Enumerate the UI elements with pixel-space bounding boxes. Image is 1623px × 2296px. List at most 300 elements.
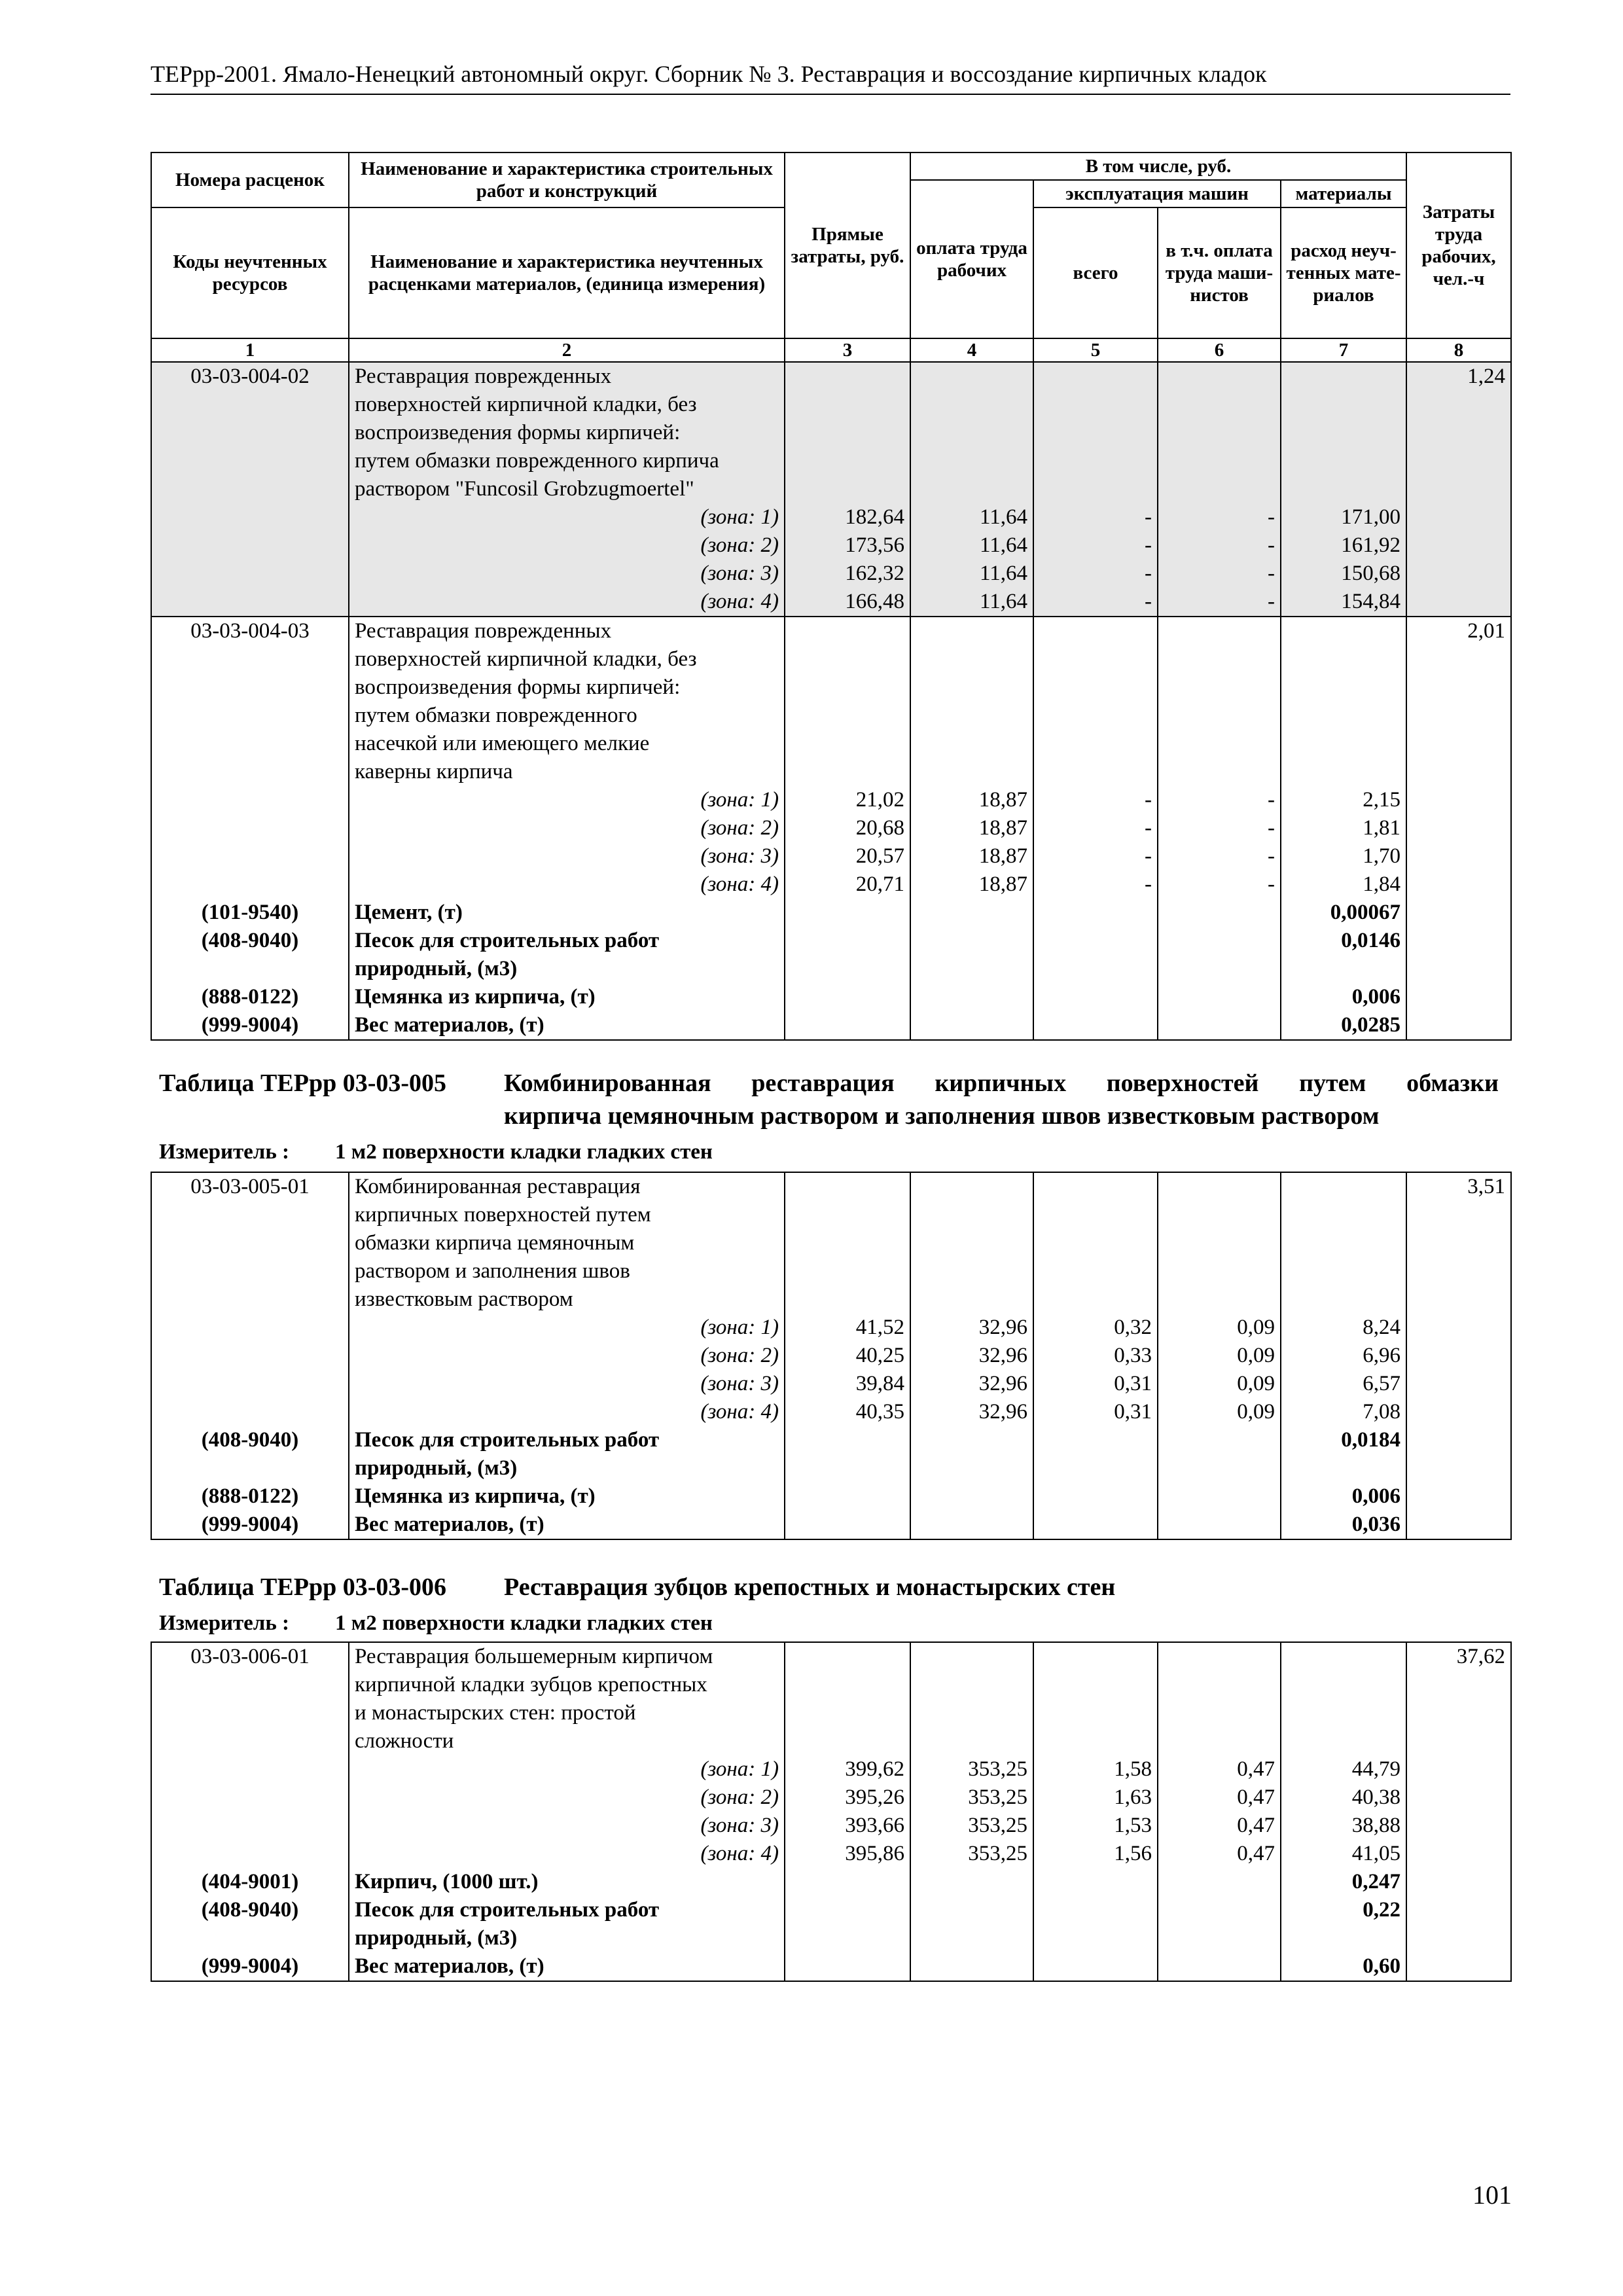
col5-header: всего (1033, 207, 1158, 338)
empty-cell (151, 1257, 349, 1285)
empty-cell (1281, 1172, 1406, 1201)
empty-cell (1158, 1229, 1281, 1257)
empty-cell (1033, 1952, 1158, 1981)
empty-cell (1158, 1671, 1281, 1699)
empty-cell (910, 419, 1033, 447)
materials-cost: 7,08 (1281, 1398, 1406, 1426)
empty-cell (1406, 814, 1511, 842)
rate-name-line: обмазки кирпича цемяночным (349, 1229, 785, 1257)
empty-cell (910, 1952, 1033, 1981)
labor-cost: 2,01 (1406, 617, 1511, 645)
materials-cost: 38,88 (1281, 1812, 1406, 1840)
zone-row (151, 531, 1511, 560)
rate-row (151, 1257, 1511, 1285)
resource-code: (404-9001) (151, 1868, 349, 1896)
empty-cell (785, 899, 910, 927)
empty-cell (151, 673, 349, 702)
empty-cell (1158, 899, 1281, 927)
empty-cell (1281, 391, 1406, 419)
empty-cell (1033, 899, 1158, 927)
empty-cell (785, 1482, 910, 1511)
empty-cell (1281, 419, 1406, 447)
col2-top-header: Наименование и характеристика строительных работ и конструкций (349, 152, 785, 207)
col1-top-header: Номера расценок (151, 152, 349, 207)
material-row (151, 1896, 1511, 1924)
empty-cell (151, 1398, 349, 1426)
zone-label: (зона: 4) (349, 1398, 785, 1426)
resource-amount: 0,00067 (1281, 899, 1406, 927)
empty-cell (1406, 927, 1511, 955)
empty-cell (785, 447, 910, 475)
zone-row (151, 1342, 1511, 1370)
rate-name-line: кирпичной кладки зубцов крепостных (349, 1671, 785, 1699)
empty-cell (1158, 1011, 1281, 1040)
resource-name: природный, (м3) (349, 1924, 785, 1952)
empty-cell (1406, 1454, 1511, 1482)
empty-cell (151, 1812, 349, 1840)
empty-cell (1406, 560, 1511, 588)
machinist-pay: - (1158, 560, 1281, 588)
empty-cell (151, 786, 349, 814)
machinist-pay: 0,47 (1158, 1812, 1281, 1840)
rate-name-line: раствором "Funcosil Grobzugmoertel" (349, 475, 785, 503)
empty-cell (1406, 503, 1511, 531)
empty-cell (1406, 1201, 1511, 1229)
rate-row (151, 1671, 1511, 1699)
resource-name: Вес материалов, (т) (349, 1511, 785, 1539)
material-row (151, 1011, 1511, 1040)
machinist-pay: 0,47 (1158, 1840, 1281, 1868)
resource-code: (408-9040) (151, 927, 349, 955)
empty-cell (910, 1671, 1033, 1699)
empty-cell (1281, 1201, 1406, 1229)
empty-cell (910, 1896, 1033, 1924)
material-row (151, 1454, 1511, 1482)
resource-amount: 0,0146 (1281, 927, 1406, 955)
page-number: 101 (1472, 2180, 1512, 2210)
empty-cell (785, 1924, 910, 1952)
machinist-pay: 0,47 (1158, 1784, 1281, 1812)
machinist-pay: 0,09 (1158, 1314, 1281, 1342)
empty-cell (910, 362, 1033, 391)
empty-cell (910, 617, 1033, 645)
empty-cell (910, 1285, 1033, 1314)
empty-cell (1033, 1201, 1158, 1229)
empty-cell (1158, 617, 1281, 645)
empty-cell (1406, 1370, 1511, 1398)
empty-cell (1406, 1511, 1511, 1539)
empty-cell (1281, 673, 1406, 702)
machine-total: 0,31 (1033, 1398, 1158, 1426)
empty-cell (785, 1896, 910, 1924)
resource-code: (999-9004) (151, 1952, 349, 1981)
empty-cell (785, 1172, 910, 1201)
empty-cell (1158, 1868, 1281, 1896)
material-row (151, 1511, 1511, 1539)
rate-row (151, 1727, 1511, 1755)
machine-total: - (1033, 588, 1158, 617)
empty-cell (1158, 645, 1281, 673)
zone-row (151, 588, 1511, 617)
empty-cell (1158, 702, 1281, 730)
resource-amount: 0,60 (1281, 1952, 1406, 1981)
empty-cell (1158, 1201, 1281, 1229)
column-numbers-row: 1 2 3 4 5 6 7 8 (151, 338, 1511, 362)
machine-total: - (1033, 870, 1158, 899)
worker-pay: 18,87 (910, 842, 1033, 870)
zone-row (151, 1812, 1511, 1840)
rate-name-line: насечкой или имеющего мелкие (349, 730, 785, 758)
col2-bottom-header: Наименование и характеристика неучтенных расценками материалов, (единица измерения) (349, 207, 785, 338)
empty-cell (910, 1924, 1033, 1952)
materials-cost: 8,24 (1281, 1314, 1406, 1342)
empty-cell (151, 702, 349, 730)
empty-cell (151, 447, 349, 475)
zone-row (151, 1840, 1511, 1868)
zone-label: (зона: 2) (349, 531, 785, 560)
rate-name-line: Комбинированная реставрация (349, 1172, 785, 1201)
machine-total: - (1033, 531, 1158, 560)
empty-cell (1033, 1285, 1158, 1314)
worker-pay: 18,87 (910, 786, 1033, 814)
empty-cell (1406, 1924, 1511, 1952)
empty-cell (1406, 1257, 1511, 1285)
zone-row (151, 842, 1511, 870)
empty-cell (910, 1229, 1033, 1257)
empty-cell (1033, 475, 1158, 503)
empty-cell (785, 362, 910, 391)
empty-cell (1158, 955, 1281, 983)
direct-cost: 20,71 (785, 870, 910, 899)
empty-cell (910, 1201, 1033, 1229)
empty-cell (1033, 1482, 1158, 1511)
rate-name-line: кирпичных поверхностей путем (349, 1201, 785, 1229)
empty-cell (1406, 1755, 1511, 1784)
rate-name-line: сложности (349, 1727, 785, 1755)
empty-cell (1281, 955, 1406, 983)
materials-cost: 171,00 (1281, 503, 1406, 531)
empty-cell (785, 955, 910, 983)
empty-cell (1158, 1924, 1281, 1952)
col6-header: в т.ч. оплата труда маши-нистов (1158, 207, 1281, 338)
table-title-005-line1: Комбинированная реставрация кирпичных поверхностей путем обмазки (504, 1069, 1499, 1097)
empty-cell (1281, 617, 1406, 645)
empty-cell (151, 391, 349, 419)
empty-cell (151, 955, 349, 983)
rate-code: 03-03-004-03 (151, 617, 349, 645)
empty-cell (1281, 1699, 1406, 1727)
empty-cell (151, 1755, 349, 1784)
empty-cell (910, 1868, 1033, 1896)
zone-label: (зона: 1) (349, 1314, 785, 1342)
machinist-pay: 0,09 (1158, 1398, 1281, 1426)
zone-label: (зона: 4) (349, 1840, 785, 1868)
materials-cost: 2,15 (1281, 786, 1406, 814)
empty-cell (1033, 1426, 1158, 1454)
machine-total: - (1033, 503, 1158, 531)
empty-cell (785, 1426, 910, 1454)
empty-cell (910, 1011, 1033, 1040)
direct-cost: 39,84 (785, 1370, 910, 1398)
materials-header: материалы (1281, 180, 1406, 207)
empty-cell (1406, 1784, 1511, 1812)
empty-cell (910, 702, 1033, 730)
zone-label: (зона: 4) (349, 588, 785, 617)
empty-cell (1033, 617, 1158, 645)
empty-cell (1406, 1011, 1511, 1040)
empty-cell (1158, 447, 1281, 475)
empty-cell (910, 730, 1033, 758)
direct-cost: 40,25 (785, 1342, 910, 1370)
empty-cell (785, 1011, 910, 1040)
empty-cell (785, 617, 910, 645)
zone-row (151, 1314, 1511, 1342)
machine-total: 0,33 (1033, 1342, 1158, 1370)
materials-cost: 41,05 (1281, 1840, 1406, 1868)
empty-cell (785, 1229, 910, 1257)
empty-cell (151, 531, 349, 560)
measure-label-006: Измеритель : (159, 1611, 290, 1635)
empty-cell (1281, 447, 1406, 475)
empty-cell (1281, 1671, 1406, 1699)
empty-cell (1033, 1229, 1158, 1257)
resource-code: (888-0122) (151, 983, 349, 1011)
empty-cell (910, 1642, 1033, 1671)
table-title-006-label: Таблица ТЕРрр 03-03-006 (159, 1573, 447, 1601)
empty-cell (910, 475, 1033, 503)
rate-row (151, 1201, 1511, 1229)
direct-cost: 20,57 (785, 842, 910, 870)
empty-cell (1033, 447, 1158, 475)
empty-cell (785, 1257, 910, 1285)
zone-row (151, 503, 1511, 531)
empty-cell (1033, 927, 1158, 955)
empty-cell (1033, 673, 1158, 702)
empty-cell (1406, 588, 1511, 617)
empty-cell (1406, 730, 1511, 758)
worker-pay: 11,64 (910, 560, 1033, 588)
machine-total: 1,53 (1033, 1812, 1158, 1840)
machinist-pay: 0,09 (1158, 1342, 1281, 1370)
empty-cell (1406, 870, 1511, 899)
rate-name-line: воспроизведения формы кирпичей: (349, 673, 785, 702)
empty-cell (785, 1699, 910, 1727)
rate-row (151, 758, 1511, 786)
empty-cell (785, 758, 910, 786)
resource-amount: 0,247 (1281, 1868, 1406, 1896)
empty-cell (1406, 1699, 1511, 1727)
worker-pay: 32,96 (910, 1314, 1033, 1342)
measure-label-005: Измеритель : (159, 1140, 290, 1164)
rate-row (151, 1699, 1511, 1727)
resource-code: (999-9004) (151, 1511, 349, 1539)
empty-cell (1406, 842, 1511, 870)
direct-cost: 21,02 (785, 786, 910, 814)
empty-cell (1158, 1727, 1281, 1755)
resource-name: Цемянка из кирпича, (т) (349, 1482, 785, 1511)
worker-pay: 11,64 (910, 588, 1033, 617)
rate-row (151, 362, 1511, 391)
worker-pay: 18,87 (910, 870, 1033, 899)
worker-pay: 11,64 (910, 503, 1033, 531)
zone-label: (зона: 2) (349, 814, 785, 842)
resource-amount: 0,006 (1281, 983, 1406, 1011)
empty-cell (1281, 1727, 1406, 1755)
rates-table-005 (151, 1172, 1512, 1540)
empty-cell (1158, 1454, 1281, 1482)
table-title-005-line2: кирпича цемяночным раствором и заполнения швов известковым раствором (504, 1102, 1380, 1130)
resource-name: природный, (м3) (349, 1454, 785, 1482)
worker-pay: 18,87 (910, 814, 1033, 842)
material-row (151, 955, 1511, 983)
empty-cell (910, 1172, 1033, 1201)
resource-name: Песок для строительных работ (349, 927, 785, 955)
rate-name-line: Реставрация поврежденных (349, 617, 785, 645)
table-title-005-label: Таблица ТЕРрр 03-03-005 (159, 1069, 447, 1097)
empty-cell (1158, 1172, 1281, 1201)
rates-table-004 (151, 361, 1512, 1041)
empty-cell (151, 1671, 349, 1699)
empty-cell (151, 1784, 349, 1812)
zone-row (151, 1784, 1511, 1812)
zone-label: (зона: 1) (349, 1755, 785, 1784)
empty-cell (1033, 1011, 1158, 1040)
page-header: ТЕРрр-2001. Ямало-Ненецкий автономный округ. Сборник № 3. Реставрация и воссоздание кирпичных кладок (151, 60, 1510, 95)
rate-row (151, 1642, 1511, 1671)
empty-cell (785, 927, 910, 955)
empty-cell (785, 673, 910, 702)
empty-cell (1033, 702, 1158, 730)
empty-cell (910, 955, 1033, 983)
rate-row (151, 391, 1511, 419)
empty-cell (151, 842, 349, 870)
material-row (151, 1952, 1511, 1981)
rate-name-line: известковым раствором (349, 1285, 785, 1314)
empty-cell (1033, 955, 1158, 983)
zone-label: (зона: 3) (349, 560, 785, 588)
direct-cost: 20,68 (785, 814, 910, 842)
empty-cell (785, 1671, 910, 1699)
zone-label: (зона: 2) (349, 1342, 785, 1370)
zone-label: (зона: 1) (349, 503, 785, 531)
machinist-pay: 0,47 (1158, 1755, 1281, 1784)
resource-code: (101-9540) (151, 899, 349, 927)
material-row (151, 983, 1511, 1011)
empty-cell (910, 391, 1033, 419)
resource-name: Песок для строительных работ (349, 1426, 785, 1454)
machinist-pay: - (1158, 786, 1281, 814)
rate-name-line: путем обмазки поврежденного (349, 702, 785, 730)
empty-cell (1406, 1482, 1511, 1511)
empty-cell (910, 1482, 1033, 1511)
material-row (151, 1868, 1511, 1896)
machinist-pay: - (1158, 531, 1281, 560)
rate-name-line: Реставрация поврежденных (349, 362, 785, 391)
materials-cost: 40,38 (1281, 1784, 1406, 1812)
direct-cost: 182,64 (785, 503, 910, 531)
empty-cell (1406, 391, 1511, 419)
machine-total: 1,58 (1033, 1755, 1158, 1784)
empty-cell (1281, 1229, 1406, 1257)
empty-cell (1406, 1426, 1511, 1454)
zone-label: (зона: 3) (349, 1370, 785, 1398)
empty-cell (1406, 419, 1511, 447)
empty-cell (1033, 362, 1158, 391)
empty-cell (1406, 702, 1511, 730)
empty-cell (1033, 1896, 1158, 1924)
col8-header: Затраты труда рабочих, чел.-ч (1406, 152, 1511, 338)
resource-code: (999-9004) (151, 1011, 349, 1040)
empty-cell (151, 645, 349, 673)
empty-cell (151, 1924, 349, 1952)
col1-bottom-header: Коды неучтенных ресурсов (151, 207, 349, 338)
empty-cell (785, 730, 910, 758)
empty-cell (1406, 1671, 1511, 1699)
empty-cell (151, 560, 349, 588)
worker-pay: 32,96 (910, 1398, 1033, 1426)
empty-cell (151, 475, 349, 503)
empty-cell (1158, 1482, 1281, 1511)
empty-cell (1033, 1727, 1158, 1755)
worker-pay: 32,96 (910, 1342, 1033, 1370)
rate-row (151, 673, 1511, 702)
machinist-pay: - (1158, 503, 1281, 531)
rate-name-line: поверхностей кирпичной кладки, без (349, 645, 785, 673)
empty-cell (1158, 673, 1281, 702)
col4-header: оплата труда рабочих (910, 180, 1033, 338)
zone-row (151, 560, 1511, 588)
empty-cell (1281, 645, 1406, 673)
direct-cost: 399,62 (785, 1755, 910, 1784)
zone-label: (зона: 2) (349, 1784, 785, 1812)
empty-cell (151, 758, 349, 786)
machine-total: - (1033, 842, 1158, 870)
empty-cell (910, 673, 1033, 702)
empty-cell (1406, 1868, 1511, 1896)
empty-cell (1158, 758, 1281, 786)
machinist-pay: - (1158, 814, 1281, 842)
machines-header: эксплуатация машин (1033, 180, 1281, 207)
empty-cell (1033, 1172, 1158, 1201)
rate-code: 03-03-004-02 (151, 362, 349, 391)
materials-cost: 6,57 (1281, 1370, 1406, 1398)
empty-cell (1406, 1314, 1511, 1342)
rate-row (151, 419, 1511, 447)
machine-total: 1,56 (1033, 1840, 1158, 1868)
empty-cell (1158, 362, 1281, 391)
direct-cost: 41,52 (785, 1314, 910, 1342)
empty-cell (1033, 730, 1158, 758)
machine-total: - (1033, 814, 1158, 842)
empty-cell (151, 1699, 349, 1727)
empty-cell (151, 1727, 349, 1755)
direct-cost: 40,35 (785, 1398, 910, 1426)
zone-row (151, 870, 1511, 899)
empty-cell (1281, 758, 1406, 786)
material-row (151, 927, 1511, 955)
empty-cell (1158, 391, 1281, 419)
material-row (151, 1482, 1511, 1511)
zone-label: (зона: 4) (349, 870, 785, 899)
empty-cell (1406, 1952, 1511, 1981)
empty-cell (1281, 702, 1406, 730)
rate-name-line: путем обмазки поврежденного кирпича (349, 447, 785, 475)
empty-cell (1158, 730, 1281, 758)
empty-cell (1033, 1868, 1158, 1896)
machinist-pay: - (1158, 842, 1281, 870)
materials-cost: 1,84 (1281, 870, 1406, 899)
empty-cell (1406, 1727, 1511, 1755)
